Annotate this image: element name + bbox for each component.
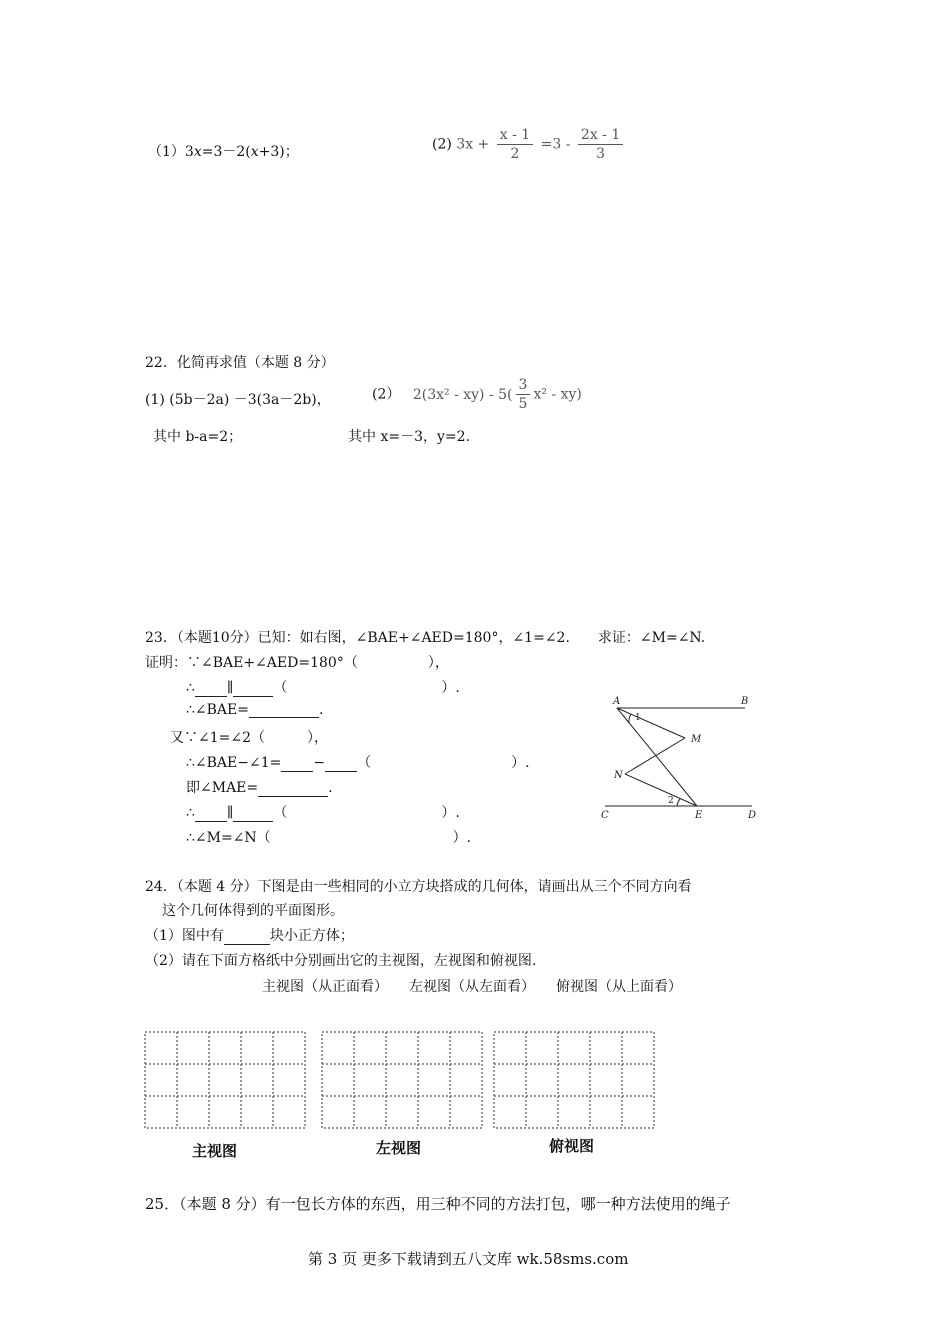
q24-view-headers: 主视图（从正面看） 左视图（从左面看） 俯视图（从上面看） — [262, 979, 682, 995]
q24-part2: （2）请在下面方格纸中分别画出它的主视图，左视图和俯视图. — [145, 953, 537, 969]
label-e: E — [695, 810, 703, 821]
grid-left-view[interactable] — [320, 1030, 485, 1132]
grid-top-view[interactable] — [492, 1030, 657, 1132]
label-b: B — [741, 696, 749, 707]
grid-front-view[interactable] — [143, 1030, 308, 1132]
fraction: $\frac{x - 1}{2}$ — [497, 126, 533, 163]
q23-line3: ∴∠BAE= . — [186, 702, 324, 718]
answer-blank[interactable] — [281, 757, 313, 772]
answer-blank[interactable] — [195, 682, 227, 697]
q23-line2: ∴ ∥ （ ）. — [186, 680, 460, 696]
grid-label-front: 主视图 — [192, 1142, 238, 1160]
answer-blank[interactable] — [258, 782, 328, 797]
grid-label-top: 俯视图 — [549, 1137, 595, 1155]
angle-1-arc — [629, 714, 631, 723]
q21-part2: (2) 3x + $\frac{x - 1}{2}$ =3 - $\frac{2x - 1}{3}$ — [432, 126, 626, 163]
line-ne — [625, 774, 697, 806]
line-am — [617, 708, 685, 738]
page-footer: 第 3 页 更多下载请到五八文库 wk.58sms.com — [308, 1250, 629, 1268]
label-d: D — [748, 810, 757, 821]
angle-2-arc — [677, 799, 680, 806]
answer-blank[interactable] — [233, 807, 273, 822]
q23-title: 23．（本题10分）已知：如右图，∠BAE+∠AED=180°，∠1=∠2. 求证：∠M=∠N. — [145, 630, 706, 646]
q22-condition2: 其中 x=－3，y=2. — [348, 429, 470, 445]
label-a: A — [613, 696, 621, 707]
fraction: $\frac{3}{5}$ — [516, 376, 531, 413]
q23-line4: 又∵∠1=∠2（ ）， — [170, 730, 329, 746]
q23-line1: 证明：∵∠BAE+∠AED=180°（ ）， — [145, 655, 449, 671]
label-m: M — [691, 734, 702, 745]
q23-line8: ∴∠M=∠N（ ）. — [186, 830, 472, 846]
q23-line6: 即∠MAE= . — [186, 780, 333, 796]
answer-blank[interactable] — [224, 930, 270, 945]
q24-part1: （1）图中有 块小正方体； — [145, 928, 354, 944]
answer-blank[interactable] — [195, 807, 227, 822]
q22-part1: (1) (5b－2a) －3(3a－2b)， — [145, 392, 331, 408]
q22-condition1: 其中 b-a=2； — [153, 429, 243, 445]
answer-blank[interactable] — [325, 757, 357, 772]
label-angle-1: 1 — [635, 713, 641, 723]
q21-part1: （1）3x=3－2(x+3)； — [148, 144, 299, 160]
q24-title-cont: 这个几何体得到的平面图形。 — [162, 903, 344, 919]
line-mn — [625, 738, 685, 774]
q23-line5: ∴∠BAE−∠1= − （ ）. — [186, 755, 530, 771]
q23-line7: ∴ ∥ （ ）. — [186, 805, 460, 821]
answer-blank[interactable] — [249, 703, 319, 718]
label-c: C — [601, 810, 609, 821]
q25-title: 25．（本题 8 分）有一包长方体的东西，用三种不同的方法打包，哪一种方法使用的绳子 — [145, 1195, 731, 1213]
grid-label-left: 左视图 — [376, 1139, 422, 1157]
q23-geometry-figure — [595, 690, 770, 825]
q24-title: 24．（本题 4 分）下图是由一些相同的小立方块搭成的几何体，请画出从三个不同方向看 — [145, 879, 692, 895]
label-angle-2: 2 — [668, 796, 674, 806]
fraction: $\frac{2x - 1}{3}$ — [578, 126, 623, 163]
q22-title: 22．化简再求值（本题 8 分） — [145, 355, 335, 371]
answer-blank[interactable] — [233, 682, 273, 697]
label-n: N — [614, 770, 623, 781]
q22-part2: (2） 2(3x² - xy) - 5( $\frac{3}{5}$ x² - xy) — [372, 377, 582, 412]
